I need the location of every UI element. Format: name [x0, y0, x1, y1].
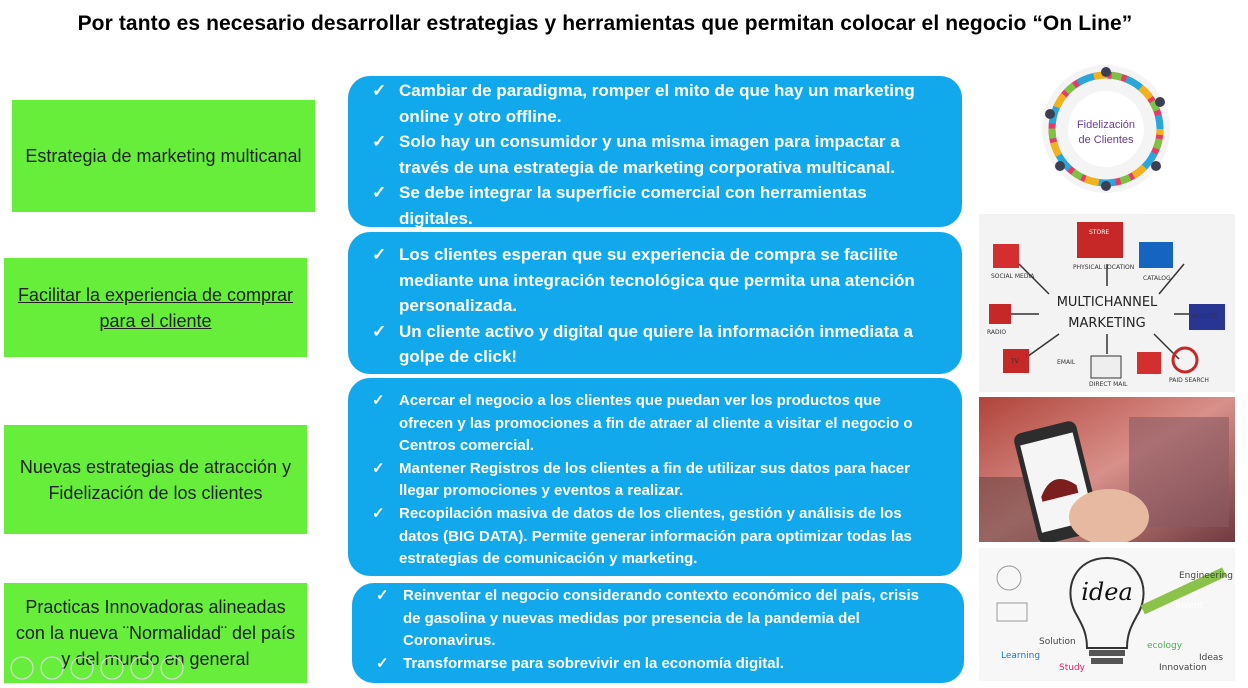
label-text: Nuevas estrategias de atracción y Fidelización de los clientes: [19, 456, 292, 503]
multichannel-line2: MARKETING: [1068, 316, 1146, 331]
bullet-item: ✓ Cambiar de paradigma, romper el mito de que hay un marketing online y otro offline.: [368, 78, 944, 129]
idea-label-engineering: Engineering: [1179, 571, 1233, 581]
bullet-item: ✓ Acercar el negocio a los clientes que puedan ver los productos que ofrecen y las promociones a fin de atraer al cliente a visitar el negocio o Centros comercial.: [368, 390, 938, 458]
bullet-box-multicanal: [348, 76, 962, 227]
bullet-item: ✓ Recopilación masiva de datos de los clientes, gestión y análisis de los datos (BIG DATA). Permite generar información para optimizar todas las estrategias de comunicación y marketing.: [368, 503, 938, 571]
mc-label-social: SOCIAL MEDIA: [991, 273, 1035, 280]
mc-label-tv: TV: [1011, 358, 1019, 365]
multichannel-marketing-image: [979, 214, 1235, 392]
bullet-item: ✓ Transformarse para sobrevivir en la economía digital.: [372, 653, 940, 676]
bullet-box-innovacion: [352, 583, 964, 683]
fidelizacion-image: [1030, 62, 1182, 196]
mc-label-physical: PHYSICAL LOCATION: [1073, 264, 1135, 271]
mc-label-store: STORE: [1089, 229, 1110, 236]
slides-grid-icon: [101, 657, 123, 679]
idea-label-learning: Learning: [1001, 651, 1041, 661]
fidelizacion-line2: de Clientes: [1078, 134, 1134, 146]
mc-label-directmail: DIRECT MAIL: [1089, 381, 1128, 388]
slideshow-controls: [8, 654, 198, 682]
idea-word: idea: [1081, 578, 1133, 606]
fidelizacion-line1: Fidelización: [1076, 119, 1136, 131]
bullet-item: ✓ Un cliente activo y digital que quiere la información inmediata a golpe de click!: [368, 319, 944, 370]
label-facilitar-experiencia[interactable]: [4, 258, 307, 357]
bullet-item: ✓ Reinventar el negocio considerando contexto económico del país, crisis de gasolina y nuevas medidas por presencia de la pandemia del Coronavirus.: [372, 585, 940, 653]
bullet-box-experiencia: [348, 232, 962, 374]
idea-label-ideas: Ideas: [1199, 653, 1224, 663]
label-text: Practicas Innovadoras alineadas con la nueva ¨Normalidad¨ del país y del mundo en general: [15, 597, 296, 669]
mc-label-catalog: CATALOG: [1143, 275, 1171, 282]
bullet-box-fidelizacion: [348, 378, 962, 576]
idea-lightbulb-image: [979, 548, 1235, 681]
more-options-icon: [161, 657, 183, 679]
mc-label-website: WEBSITE: [1191, 313, 1218, 320]
bullet-item: ✓ Los clientes esperan que su experiencia de compra se facilite mediante una integración tecnológica que permita una atención personalizada.: [368, 242, 944, 319]
mc-label-email: EMAIL: [1057, 359, 1076, 366]
next-slide-icon: [41, 657, 63, 679]
multichannel-line1: MULTICHANNEL: [1056, 295, 1158, 310]
previous-slide-icon: [11, 657, 33, 679]
slide-title: Por tanto es necesario desarrollar estrategias y herramientas que permitan colocar el negocio “On Line”: [77, 12, 1133, 35]
label-estrategia-multicanal: [12, 100, 315, 212]
idea-label-ecology: ecology: [1147, 641, 1183, 651]
idea-label-invent: Invent: [1175, 601, 1204, 611]
label-text: Estrategia de marketing multicanal: [25, 146, 302, 166]
pen-icon: [71, 657, 93, 679]
label-link-text[interactable]: Facilitar la experiencia de comprar para el cliente: [17, 284, 294, 331]
label-nuevas-estrategias: [4, 425, 307, 534]
bullet-item: ✓ Se debe integrar la superficie comercial con herramientas digitales.: [368, 180, 944, 231]
bullet-item: ✓ Solo hay un consumidor y una misma imagen para impactar a través de una estrategia de marketing corporativa multicanal.: [368, 129, 944, 180]
zoom-icon: [131, 657, 153, 679]
idea-label-solution: Solution: [1039, 637, 1076, 647]
idea-label-innovation: Innovation: [1159, 663, 1207, 673]
mc-label-radio: RADIO: [987, 329, 1007, 336]
bullet-item: ✓ Mantener Registros de los clientes a fin de utilizar sus datos para hacer llegar promociones y eventos a realizar.: [368, 458, 938, 503]
mc-label-paidsearch: PAID SEARCH: [1169, 377, 1209, 384]
shopping-phone-photo: [979, 397, 1235, 542]
idea-label-study: Study: [1059, 663, 1085, 673]
